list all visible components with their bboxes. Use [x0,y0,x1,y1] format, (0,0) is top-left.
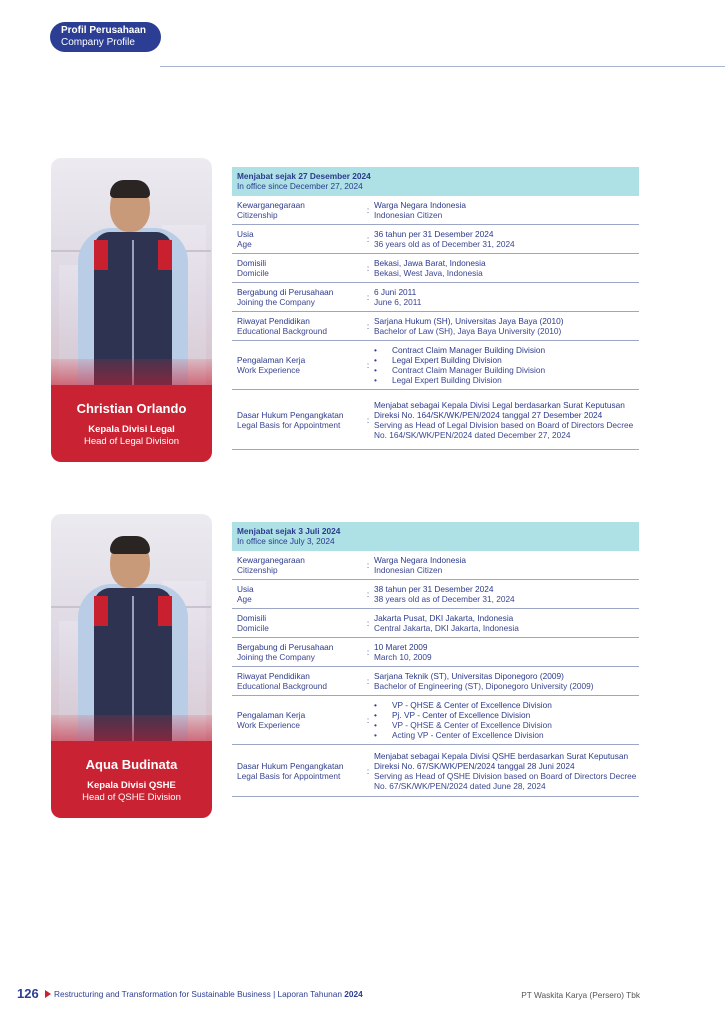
label-id: Pengalaman Kerja [237,355,306,365]
profile-photo [51,158,212,385]
value-en: Bachelor of Engineering (ST), Diponegoro University (2009) [374,681,594,691]
row-age: Usia Age : 36 tahun per 31 Desember 2024 36 years old as of December 31, 2024 [232,225,639,254]
experience-item: • VP - QHSE & Center of Excellence Division [374,720,639,730]
profile-card [51,514,212,818]
experience-item: • Contract Claim Manager Building Division [374,345,639,355]
experience-item: • Legal Expert Building Division [374,355,639,365]
section-badge [50,22,161,52]
experience-item: • Legal Expert Building Division [374,375,639,385]
footer-report-title [54,989,363,999]
profile-photo [51,514,212,741]
label-en: Educational Background [237,326,327,336]
label-id: Usia [237,229,254,239]
profile-position-en: Head of Legal Division [83,436,180,447]
value-id: Sarjana Hukum (SH), Universitas Jaya Baya (2010) [374,316,564,326]
label-id: Domisili [237,258,267,268]
label-en: Citizenship [237,565,278,575]
label-id: Bergabung di Perusahaan [237,287,334,297]
label-en: Joining the Company [237,297,315,307]
footer-company: PT Waskita Karya (Persero) Tbk [521,990,640,1000]
label-en: Legal Basis for Appointment [237,419,341,430]
profile-label [51,741,212,818]
value-en: Bachelor of Law (SH), Jaya Baya University (2010) [374,326,562,336]
label-id: Dasar Hukum Pengangkatan [237,409,344,420]
value-id: 36 tahun per 31 Desember 2024 [374,229,494,239]
office-since-en: In office since December 27, 2024 [237,181,363,191]
label-id: Dasar Hukum Pengangkatan [237,760,344,771]
value-en: Bekasi, West Java, Indonesia [374,268,483,278]
profile-label [51,385,212,462]
row-citizenship: Kewarganegaraan Citizenship : Warga Negara Indonesia Indonesian Citizen [232,551,639,580]
label-id: Riwayat Pendidikan [237,316,310,326]
row-domicile: Domisili Domicile : Bekasi, Jawa Barat, Indonesia Bekasi, West Java, Indonesia [232,254,639,283]
value-id: Bekasi, Jawa Barat, Indonesia [374,258,486,268]
label-en: Citizenship [237,210,278,220]
profile-position-id: Kepala Divisi QSHE [87,780,176,791]
row-education: Riwayat Pendidikan Educational Background : Sarjana Hukum (SH), Universitas Jaya Baya (2010) Bachelor of Law (SH), Jaya Baya University (2010) [232,312,639,341]
profile-name: Aqua Budinata [85,757,178,772]
value-en: Central Jakarta, DKI Jakarta, Indonesia [374,623,519,633]
value-id: Menjabat sebagai Kepala Divisi QSHE berdasarkan Surat Keputusan Direksi No. 67/SK/WK/PEN/2024 tanggal 28 Juni 2024 [374,750,629,771]
footer-report-label: | Laporan Tahunan [270,989,345,999]
row-citizenship: Kewarganegaraan Citizenship : Warga Negara Indonesia Indonesian Citizen [232,196,639,225]
value-id: Menjabat sebagai Kepala Divisi Legal berdasarkan Surat Keputusan Direksi No. 164/SK/WK/PEN/2024 tanggal 27 Desember 2024 [374,399,625,420]
footer-theme: Restructuring and Transformation for Sustainable Business [54,989,271,999]
row-legal-basis: Dasar Hukum Pengangkatan Legal Basis for Appointment : Menjabat sebagai Kepala Divisi QSHE berdasarkan Surat Keputusan Direksi No. 67/SK/WK/PEN/2024 tanggal 28 Juni 2024 Serving as Head of QSHE Division based on Board of Directors Decree No. 67/SK/WK/PEN/2024 dated June 28, 2024 [232,745,639,797]
value-id: 38 tahun per 31 Desember 2024 [374,584,494,594]
label-id: Kewarganegaraan [237,555,305,565]
profile-name: Christian Orlando [76,401,187,416]
value-en: Indonesian Citizen [374,210,443,220]
value-en: Serving as Head of QSHE Division based on Board of Directors Decree No. 67/SK/WK/PEN/2024 dated June 28, 2024 [374,770,637,791]
experience-item: • Acting VP - Center of Excellence Division [374,730,639,740]
experience-item: • Pj. VP - Center of Excellence Division [374,710,639,720]
label-id: Kewarganegaraan [237,200,305,210]
profile-position-en: Head of QSHE Division [82,792,181,803]
value-en: Serving as Head of Legal Division based on Board of Directors Decree No. 164/SK/WK/PEN/2024 dated December 27, 2024 [374,419,634,440]
row-joining: Bergabung di Perusahaan Joining the Company : 10 Maret 2009 March 10, 2009 [232,638,639,667]
profile-card [51,158,212,462]
label-en: Work Experience [237,720,301,730]
value-id: Warga Negara Indonesia [374,200,466,210]
footer-arrow-icon [45,990,51,998]
header-divider [160,66,725,67]
page-number: 126 [17,986,39,1001]
row-experience: Pengalaman Kerja Work Experience : • VP - QHSE & Center of Excellence Division • Pj. VP - Center of Excellence Division • VP - QHSE & Center of Excellence Division • Acting VP - Center of Excellence Division [232,696,639,745]
label-en: Work Experience [237,365,301,375]
value-id: Jakarta Pusat, DKI Jakarta, Indonesia [374,613,514,623]
value-en: 36 years old as of December 31, 2024 [374,239,515,249]
label-id: Pengalaman Kerja [237,710,306,720]
section-title-en: Company Profile [61,37,135,48]
value-id: Warga Negara Indonesia [374,555,466,565]
profile-info-table [232,167,639,450]
experience-item: • VP - QHSE & Center of Excellence Division [374,700,639,710]
label-en: Educational Background [237,681,327,691]
value-en: 38 years old as of December 31, 2024 [374,594,515,604]
label-en: Domicile [237,268,269,278]
label-id: Riwayat Pendidikan [237,671,310,681]
footer-year: 2024 [344,989,363,999]
value-en: Indonesian Citizen [374,565,443,575]
row-domicile: Domisili Domicile : Jakarta Pusat, DKI Jakarta, Indonesia Central Jakarta, DKI Jakarta, Indonesia [232,609,639,638]
row-age: Usia Age : 38 tahun per 31 Desember 2024 38 years old as of December 31, 2024 [232,580,639,609]
office-since-header [232,522,639,551]
label-en: Age [237,239,252,249]
profile-info-table [232,522,639,797]
value-id: 6 Juni 2011 [374,287,417,297]
value-id: Sarjana Teknik (ST), Universitas Diponegoro (2009) [374,671,564,681]
value-en: June 6, 2011 [374,297,422,307]
section-title-id: Profil Perusahaan [61,25,147,36]
row-legal-basis: Dasar Hukum Pengangkatan Legal Basis for Appointment : Menjabat sebagai Kepala Divisi Legal berdasarkan Surat Keputusan Direksi No. 164/SK/WK/PEN/2024 tanggal 27 Desember 2024 Serving as Head of Legal Division based on Board of Directors Decree No. 164/SK/WK/PEN/2024 dated December 27, 2024 [232,390,639,450]
label-en: Joining the Company [237,652,315,662]
profile-position-id: Kepala Divisi Legal [88,424,175,435]
experience-item: • Contract Claim Manager Building Division [374,365,639,375]
row-joining: Bergabung di Perusahaan Joining the Company : 6 Juni 2011 June 6, 2011 [232,283,639,312]
label-en: Domicile [237,623,269,633]
value-id: 10 Maret 2009 [374,642,428,652]
office-since-en: In office since July 3, 2024 [237,536,335,546]
label-id: Domisili [237,613,267,623]
office-since-id: Menjabat sejak 27 Desember 2024 [237,171,371,181]
row-education: Riwayat Pendidikan Educational Background : Sarjana Teknik (ST), Universitas Diponegoro (2009) Bachelor of Engineering (ST), Diponegoro University (2009) [232,667,639,696]
label-id: Usia [237,584,254,594]
value-en: March 10, 2009 [374,652,432,662]
row-experience: Pengalaman Kerja Work Experience : • Contract Claim Manager Building Division • Legal Expert Building Division • Contract Claim Manager Building Division • Legal Expert Building Division [232,341,639,390]
label-en: Age [237,594,252,604]
label-id: Bergabung di Perusahaan [237,642,334,652]
office-since-header [232,167,639,196]
office-since-id: Menjabat sejak 3 Juli 2024 [237,526,341,536]
label-en: Legal Basis for Appointment [237,770,341,781]
